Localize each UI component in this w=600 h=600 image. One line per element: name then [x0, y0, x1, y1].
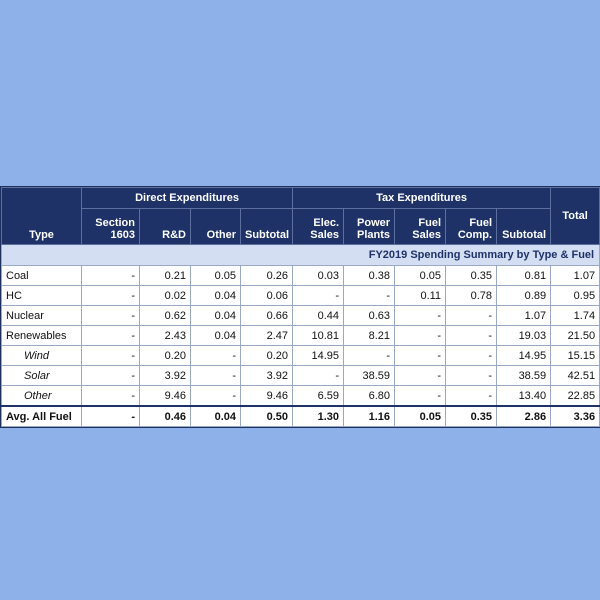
- row-label: Coal: [2, 266, 82, 286]
- cell-subtotal-direct: 0.06: [241, 286, 293, 306]
- tax-expenditures-header: Tax Expenditures: [293, 188, 551, 209]
- cell-elec-sales: 10.81: [293, 326, 344, 346]
- table-row: [2, 326, 600, 346]
- cell-section1603: -: [82, 366, 140, 386]
- cell-power-plants: 0.63: [344, 306, 395, 326]
- table-subrow: [2, 346, 600, 366]
- spending-summary-table: [1, 187, 600, 427]
- cell-subtotal-direct: 0.20: [241, 346, 293, 366]
- cell-subtotal-direct: 0.26: [241, 266, 293, 286]
- cell-fuel-sales: 0.05: [395, 266, 446, 286]
- spending-summary-table-panel: [0, 186, 600, 428]
- cell-subtotal-tax: 13.40: [497, 386, 551, 407]
- cell-power-plants: 1.16: [344, 406, 395, 427]
- cell-fuel-sales: 0.11: [395, 286, 446, 306]
- col-subtotal-tax-header: Subtotal: [497, 209, 551, 245]
- col-rd-header: R&D: [140, 209, 191, 245]
- cell-subtotal-tax: 0.89: [497, 286, 551, 306]
- cell-other: -: [191, 386, 241, 407]
- cell-total: 42.51: [551, 366, 600, 386]
- column-header-row: [2, 209, 600, 245]
- cell-fuel-sales: -: [395, 386, 446, 407]
- col-type-header: Type: [2, 188, 82, 245]
- cell-section1603: -: [82, 286, 140, 306]
- cell-other: -: [191, 346, 241, 366]
- cell-subtotal-tax: 19.03: [497, 326, 551, 346]
- col-elec-sales-header: Elec. Sales: [293, 209, 344, 245]
- cell-rd: 0.02: [140, 286, 191, 306]
- cell-rd: 2.43: [140, 326, 191, 346]
- cell-other: 0.04: [191, 406, 241, 427]
- cell-elec-sales: 0.03: [293, 266, 344, 286]
- table-row: [2, 266, 600, 286]
- cell-power-plants: -: [344, 286, 395, 306]
- cell-subtotal-direct: 9.46: [241, 386, 293, 407]
- cell-subtotal-direct: 3.92: [241, 366, 293, 386]
- col-subtotal-direct-header: Subtotal: [241, 209, 293, 245]
- cell-section1603: -: [82, 406, 140, 427]
- cell-fuel-comp: -: [446, 306, 497, 326]
- cell-fuel-comp: 0.78: [446, 286, 497, 306]
- section-title-row: [2, 245, 600, 266]
- table-subrow: [2, 386, 600, 407]
- cell-power-plants: 6.80: [344, 386, 395, 407]
- cell-power-plants: -: [344, 346, 395, 366]
- cell-power-plants: 8.21: [344, 326, 395, 346]
- cell-fuel-sales: -: [395, 306, 446, 326]
- cell-total: 22.85: [551, 386, 600, 407]
- cell-section1603: -: [82, 386, 140, 407]
- section-title: FY2019 Spending Summary by Type & Fuel: [2, 245, 600, 266]
- row-label: Wind: [2, 346, 82, 366]
- cell-rd: 3.92: [140, 366, 191, 386]
- cell-total: 1.74: [551, 306, 600, 326]
- cell-other: 0.04: [191, 326, 241, 346]
- cell-fuel-sales: -: [395, 346, 446, 366]
- cell-elec-sales: 0.44: [293, 306, 344, 326]
- cell-other: 0.05: [191, 266, 241, 286]
- row-label: Avg. All Fuel: [2, 406, 82, 427]
- cell-rd: 0.46: [140, 406, 191, 427]
- cell-rd: 0.21: [140, 266, 191, 286]
- cell-elec-sales: 14.95: [293, 346, 344, 366]
- row-label: Renewables: [2, 326, 82, 346]
- cell-section1603: -: [82, 306, 140, 326]
- cell-fuel-sales: -: [395, 366, 446, 386]
- cell-fuel-comp: -: [446, 366, 497, 386]
- cell-fuel-comp: 0.35: [446, 266, 497, 286]
- row-label: Other: [2, 386, 82, 407]
- cell-section1603: -: [82, 326, 140, 346]
- cell-total: 3.36: [551, 406, 600, 427]
- col-other-header: Other: [191, 209, 241, 245]
- table-subrow: [2, 366, 600, 386]
- cell-total: 0.95: [551, 286, 600, 306]
- cell-subtotal-tax: 0.81: [497, 266, 551, 286]
- cell-power-plants: 38.59: [344, 366, 395, 386]
- cell-subtotal-tax: 14.95: [497, 346, 551, 366]
- cell-subtotal-tax: 1.07: [497, 306, 551, 326]
- cell-other: -: [191, 366, 241, 386]
- cell-rd: 0.20: [140, 346, 191, 366]
- cell-subtotal-tax: 2.86: [497, 406, 551, 427]
- col-section1603-header: Section 1603: [82, 209, 140, 245]
- cell-elec-sales: -: [293, 366, 344, 386]
- cell-fuel-comp: -: [446, 326, 497, 346]
- cell-power-plants: 0.38: [344, 266, 395, 286]
- cell-section1603: -: [82, 346, 140, 366]
- cell-elec-sales: 1.30: [293, 406, 344, 427]
- cell-total: 15.15: [551, 346, 600, 366]
- cell-fuel-comp: 0.35: [446, 406, 497, 427]
- cell-total: 21.50: [551, 326, 600, 346]
- cell-rd: 9.46: [140, 386, 191, 407]
- col-total-header: Total: [551, 188, 600, 245]
- row-label: HC: [2, 286, 82, 306]
- cell-subtotal-tax: 38.59: [497, 366, 551, 386]
- total-row: [2, 406, 600, 427]
- col-fuel-sales-header: Fuel Sales: [395, 209, 446, 245]
- row-label: Solar: [2, 366, 82, 386]
- cell-elec-sales: 6.59: [293, 386, 344, 407]
- row-label: Nuclear: [2, 306, 82, 326]
- table-row: [2, 286, 600, 306]
- cell-fuel-comp: -: [446, 386, 497, 407]
- cell-other: 0.04: [191, 286, 241, 306]
- cell-subtotal-direct: 2.47: [241, 326, 293, 346]
- cell-other: 0.04: [191, 306, 241, 326]
- cell-total: 1.07: [551, 266, 600, 286]
- cell-subtotal-direct: 0.66: [241, 306, 293, 326]
- col-fuel-comp-header: Fuel Comp.: [446, 209, 497, 245]
- cell-section1603: -: [82, 266, 140, 286]
- cell-rd: 0.62: [140, 306, 191, 326]
- direct-expenditures-header: Direct Expenditures: [82, 188, 293, 209]
- col-power-plants-header: Power Plants: [344, 209, 395, 245]
- group-header-row: [2, 188, 600, 209]
- cell-fuel-sales: -: [395, 326, 446, 346]
- table-row: [2, 306, 600, 326]
- cell-elec-sales: -: [293, 286, 344, 306]
- cell-subtotal-direct: 0.50: [241, 406, 293, 427]
- cell-fuel-sales: 0.05: [395, 406, 446, 427]
- cell-fuel-comp: -: [446, 346, 497, 366]
